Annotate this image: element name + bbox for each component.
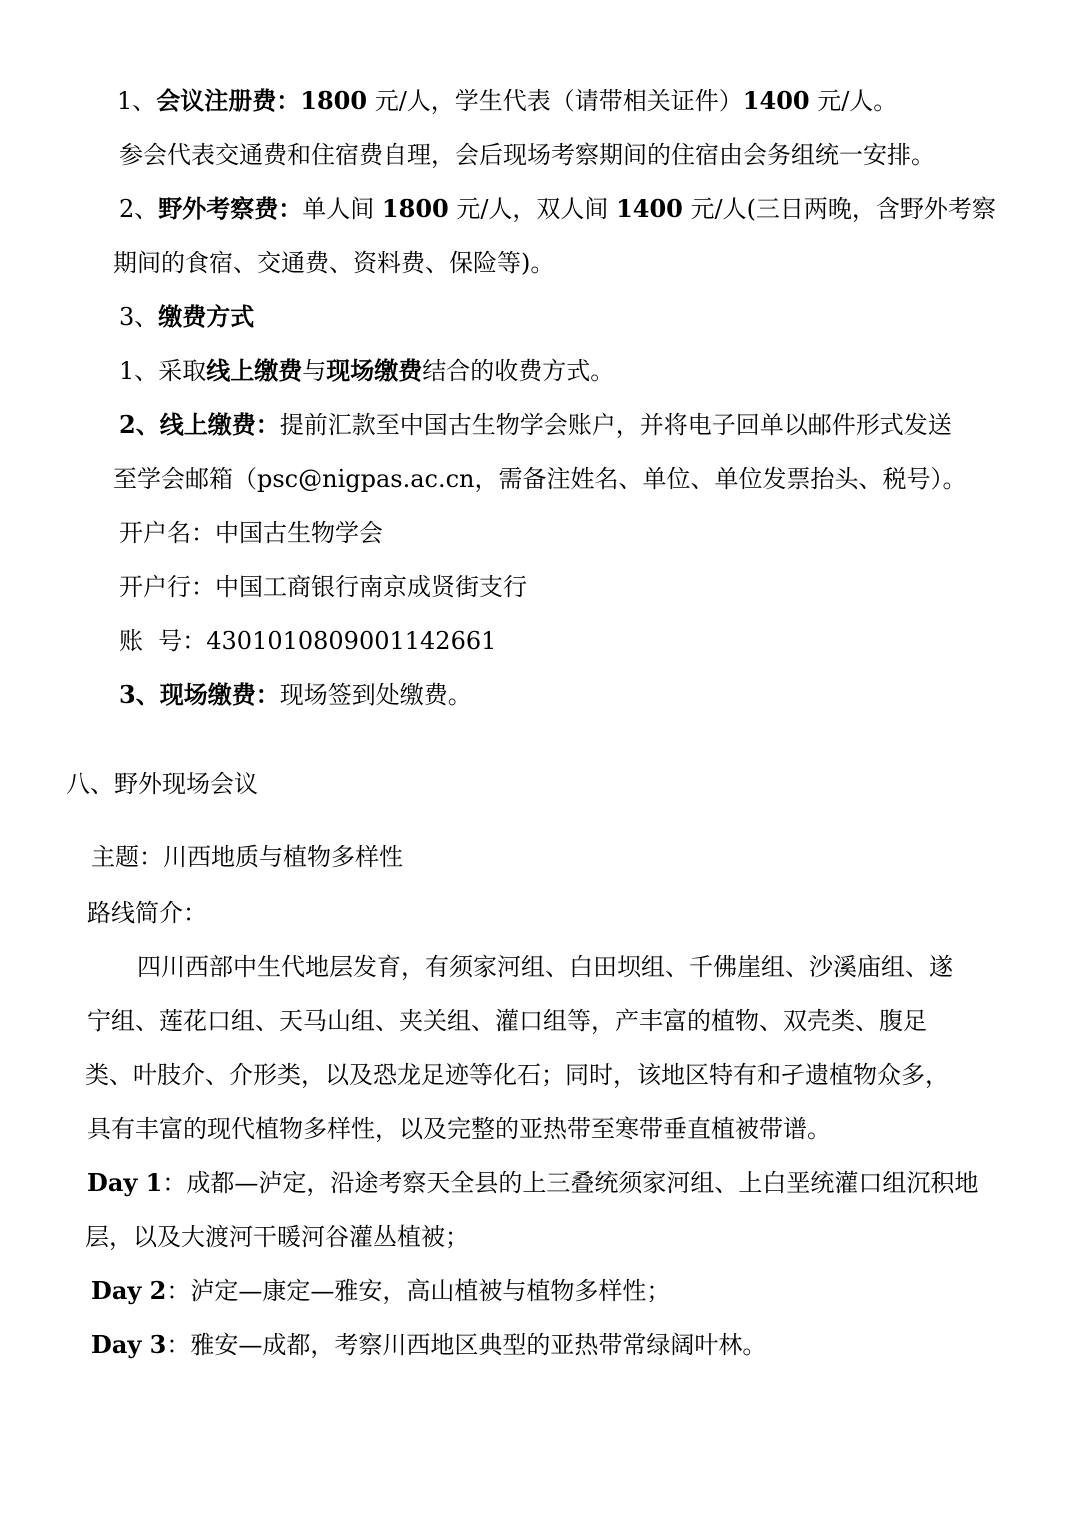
payment-item-3: 3、现场缴费：现场签到处缴费。 xyxy=(119,680,472,709)
section-heading: 八、野外现场会议 xyxy=(66,770,258,798)
intro-line: 类、叶肢介、介形类，以及恐龙足迹等化石；同时，该地区特有和孑遗植物众多， xyxy=(85,1061,949,1089)
theme-title: 主题：川西地质与植物多样性 xyxy=(91,843,403,871)
fee-item-2-cont: 期间的食宿、交通费、资料费、保险等)。 xyxy=(113,249,555,277)
day-2: Day 2：泸定—康定—雅安，高山植被与植物多样性； xyxy=(91,1276,671,1305)
day-1: Day 1：成都—泸定，沿途考察天全县的上三叠统须家河组、上白垩统灌口组沉积地 xyxy=(87,1168,979,1197)
fee-note: 参会代表交通费和住宿费自理，会后现场考察期间的住宿由会务组统一安排。 xyxy=(119,141,935,169)
account-number: 账 号：4301010809001142661 xyxy=(119,627,497,655)
intro-line: 四川西部中生代地层发育，有须家河组、白田坝组、千佛崖组、沙溪庙组、遂 xyxy=(137,953,953,981)
fee-label: 会议注册费： xyxy=(156,86,301,115)
route-label: 路线简介： xyxy=(87,899,207,927)
intro-line: 宁组、莲花口组、天马山组、夹关组、灌口组等，产丰富的植物、双壳类、腹足 xyxy=(87,1007,927,1035)
payment-item-2-cont: 至学会邮箱（psc@nigpas.ac.cn，需备注姓名、单位、单位发票抬头、税号）。 xyxy=(113,465,967,493)
bank-name: 开户行：中国工商银行南京成贤街支行 xyxy=(119,573,527,601)
payment-item-1: 1、采取线上缴费与现场缴费结合的收费方式。 xyxy=(119,356,615,385)
day-1-cont: 层，以及大渡河干暖河谷灌丛植被； xyxy=(85,1223,469,1251)
fee-label: 野外考察费： xyxy=(158,194,303,223)
fee-item-1: 1、会议注册费：1800 元/人，学生代表（请带相关证件）1400 元/人。 xyxy=(117,86,898,115)
intro-line: 具有丰富的现代植物多样性，以及完整的亚热带至寒带垂直植被带谱。 xyxy=(87,1115,831,1143)
account-name: 开户名：中国古生物学会 xyxy=(119,519,383,547)
day-3: Day 3：雅安—成都，考察川西地区典型的亚热带常绿阔叶林。 xyxy=(91,1330,767,1359)
fee-item-3: 3、缴费方式 xyxy=(119,302,255,331)
fee-item-2: 2、野外考察费：单人间 1800 元/人，双人间 1400 元/人(三日两晚，含野外考察 xyxy=(119,194,996,223)
payment-item-2: 2、线上缴费：提前汇款至中国古生物学会账户，并将电子回单以邮件形式发送 xyxy=(119,410,952,439)
